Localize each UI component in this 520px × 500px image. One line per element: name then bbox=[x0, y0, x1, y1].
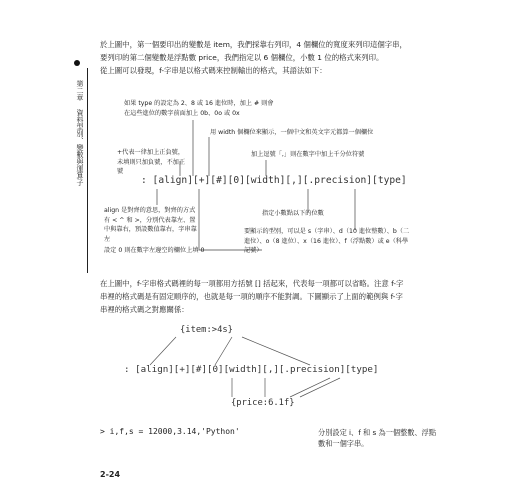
chapter-side-tab: 第二章 資料型別、變數與運算子 bbox=[76, 80, 84, 186]
note-hash: 如果 type 的設定為 2、8 或 16 進位時，加上 # 則會在這些進位的數字前面加上 0b、0o 或 0x bbox=[124, 100, 274, 117]
note-align: align 是對齊的意思，對齊的方式有 < ^ 和 >，分別代表靠左、置中與靠右，預設數值靠右，字串靠左 bbox=[104, 207, 197, 243]
note-comma: 加上逗號「,」則在數字中加上千分位符號 bbox=[251, 151, 365, 158]
example-code: > i,f,s = 12000,3.14,'Python' bbox=[100, 427, 240, 436]
format-syntax-line-2: : [align][+][#][0][width][,][.precision][type] bbox=[124, 364, 379, 375]
body-paragraph: 在上圖中，f-字串格式碼裡的每一項都用方括號 [] 括起來，代表每一項都可以省略。注意 f-字串裡的格式碼是有固定順序的，也就是每一項的順序不能對調。下圖顯示了上面的範例與 f-字串裡的格式碼之對應關係： bbox=[100, 279, 404, 314]
note-type: 要顯示的型別，可以是 s（字串）、d（10 進位整數）、b（二進位）、o（8 進位）、x（16 進位）、f（浮點數）或 e（科學記號） bbox=[244, 228, 410, 254]
item-format-spec: {item:>4s} bbox=[180, 325, 233, 335]
note-plus: +代表一律加上正負號，未填則只加負號，不加正號 bbox=[117, 149, 186, 175]
intro-paragraph-1: 於上圖中，第一個要印出的變數是 item，我們採靠右列印，4 個欄位的寬度來列印這個字串，要列印的第二個變數是浮點數 price，我們指定以 6 個欄位，小數 1 位的格式來列印。 bbox=[100, 40, 407, 62]
note-precision: 指定小數點以下的位數 bbox=[262, 210, 324, 217]
example-note: 分別設定 i、f 和 s 為一個整數、浮點數和一個字串。 bbox=[318, 428, 437, 448]
note-zero: 設定 0 則在數字左邊空的欄位上填 0 bbox=[104, 247, 205, 254]
note-width: 用 width 個欄位來顯示，一個中文和英文字元都算一個欄位 bbox=[210, 129, 374, 136]
page-number: 2-24 bbox=[100, 470, 121, 479]
price-format-spec: {price:6.1f} bbox=[231, 398, 295, 408]
intro-paragraph-2: 從上圖可以發現，f-字串是以格式碼來控制輸出的格式，其語法如下： bbox=[100, 66, 327, 75]
format-syntax-line: : [align][+][#][0][width][,][.precision][type] bbox=[141, 175, 407, 186]
